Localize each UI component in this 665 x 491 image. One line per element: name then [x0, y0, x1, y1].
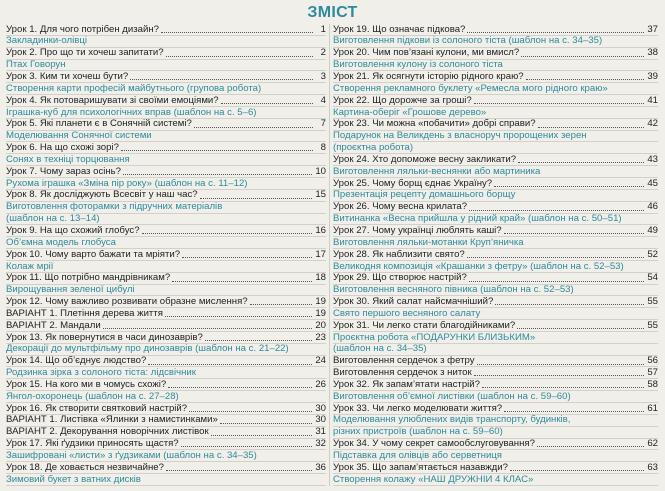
toc-entry-text: Птах Говорун — [6, 60, 66, 70]
page-number: 10 — [315, 166, 326, 177]
toc-entry — [6, 225, 326, 237]
toc-entry — [6, 403, 326, 415]
page-number: 54 — [647, 272, 658, 284]
toc-entry-text: Урок 32. Як запам’ятати настрій? — [333, 379, 480, 390]
page-number: 52 — [647, 249, 658, 260]
page-number: 3 — [320, 71, 326, 82]
dot-leader — [469, 281, 645, 282]
toc-subentry — [6, 450, 326, 462]
page-number: 55 — [647, 296, 658, 308]
toc-entry-text: Урок 29. Що створює настрій? — [333, 273, 467, 283]
toc-entry-text: Вирощування зеленої цибулі — [6, 285, 135, 295]
toc-entry-text: Витинанка «Весна прийшла у рідний край» (шаблон на с. 50–51) — [333, 214, 622, 224]
toc-subentry — [333, 415, 658, 427]
toc-entry — [6, 119, 326, 131]
page-number: 7 — [320, 118, 326, 130]
toc-entry-text: Урок 15. На кого ми в чомусь схожі? — [6, 379, 167, 390]
toc-subentry — [333, 131, 658, 143]
toc-subentry — [333, 474, 658, 486]
toc-entry — [6, 439, 326, 451]
toc-entry-text: ВАРІАНТ 1. Листівка «Ялинки з намистинками» — [6, 415, 218, 426]
page-number: 63 — [647, 462, 658, 473]
page-number: 16 — [315, 225, 326, 236]
toc-subentry — [333, 190, 658, 202]
toc-right-column — [333, 24, 658, 486]
toc-entry-text: Картина-оберіг «Грошове дерево» — [333, 107, 487, 118]
toc-entry — [333, 320, 658, 332]
page-number: 43 — [647, 154, 658, 165]
toc-entry-text: Сонях в техніці торцювання — [6, 154, 130, 165]
page-number: 15 — [315, 189, 326, 201]
page-number: 20 — [315, 320, 326, 331]
toc-entry-text: Підставка для олівців або серветниця — [333, 451, 502, 461]
toc-entry-text: Урок 22. Що дорожче за гроші? — [333, 95, 472, 106]
toc-subentry — [333, 36, 658, 48]
page-number: 26 — [315, 379, 326, 390]
toc-entry-text: Урок 16. Як створити святковий настрій? — [6, 403, 188, 414]
toc-subentry — [6, 107, 326, 119]
dot-leader — [182, 257, 312, 258]
toc-entry-text: Виготовлення сердечок з фетру — [333, 356, 475, 366]
toc-entry — [6, 24, 326, 36]
toc-entry-text: Урок 9. На що схожий глобус? — [6, 225, 140, 236]
toc-entry — [6, 296, 326, 308]
page-number: 36 — [315, 462, 326, 473]
toc-subentry — [333, 83, 658, 95]
dot-leader — [181, 446, 313, 447]
toc-entry — [333, 379, 658, 391]
toc-entry-text: Урок 6. На що схожі зорі? — [6, 143, 119, 153]
page-number: 57 — [647, 367, 658, 379]
toc-entry-text: Моделювання Сонячної системи — [6, 131, 152, 141]
dot-leader — [474, 103, 645, 104]
toc-subentry — [333, 391, 658, 403]
toc-entry — [333, 367, 658, 379]
toc-entry — [333, 154, 658, 166]
toc-entry — [333, 71, 658, 83]
toc-subentry — [333, 285, 658, 297]
toc-entry-text: Декорації до мультфільму про динозаврів (шаблон на с. 21–22) — [6, 344, 289, 354]
page-number: 32 — [315, 438, 326, 450]
toc-subentry — [6, 285, 326, 297]
toc-entry-text: (шаблон на с. 34–35) — [333, 344, 427, 354]
toc-entry-text: Виготовлення сердечок з ниток — [333, 368, 472, 378]
dot-leader — [467, 32, 644, 33]
toc-entry — [333, 462, 658, 474]
toc-entry-text: (проєктна робота) — [333, 143, 414, 153]
toc-entry — [333, 249, 658, 261]
toc-entry — [6, 166, 326, 178]
toc-entry — [6, 273, 326, 285]
toc-entry — [6, 249, 326, 261]
toc-entry-text: Виготовлення кулону із солоного тіста — [333, 60, 503, 70]
toc-entry-text: Закладинки-олівці — [6, 36, 87, 47]
page-number: 18 — [315, 272, 326, 284]
toc-entry-text: Виготовлення весняного півника (шаблон на с. 52–53) — [333, 285, 574, 295]
toc-entry-text: Рухома іграшка «Зміна пір року» (шаблон на с. 11–12) — [6, 178, 248, 189]
toc-entry-text: Урок 11. Що потрібно мандрівникам? — [6, 273, 171, 283]
toc-entry — [6, 427, 326, 439]
dot-leader — [166, 56, 313, 57]
toc-entry-text: Урок 5. Які планети є в Сонячній системі? — [6, 119, 192, 129]
toc-entry-text: різних пристроїв (шаблон на с. 59–60) — [333, 427, 503, 437]
toc-entry — [6, 332, 326, 344]
toc-subentry — [333, 142, 658, 154]
toc-entry-text: Створення карти професій майбутнього (групова робота) — [6, 83, 262, 94]
toc-entry — [333, 24, 658, 36]
toc-subentry — [6, 60, 326, 72]
toc-entry-text: Урок 27. Чому українці люблять каші? — [333, 225, 502, 236]
toc-entry-text: (шаблон на с. 13–14) — [6, 214, 100, 224]
page-number: 4 — [320, 95, 326, 106]
toc-entry-text: Урок 3. Ким ти хочеш бути? — [6, 72, 129, 82]
toc-entry-text: Урок 12. Чому важливо розвивати образне мислення? — [6, 297, 248, 307]
dot-leader — [200, 198, 313, 199]
toc-subentry — [6, 131, 326, 143]
toc-entry-text: Урок 1. Для чого потрібен дизайн? — [6, 24, 159, 35]
toc-entry-text: Урок 4. Як потоваришувати зі своїми емоціями? — [6, 95, 219, 106]
toc-entry — [6, 95, 326, 107]
dot-leader — [205, 340, 313, 341]
toc-subentry — [333, 261, 658, 273]
toc-entry-text: Створення колажу «НАШ ДРУЖНІЙ 4 КЛАС» — [333, 474, 534, 485]
column-divider — [329, 24, 330, 486]
toc-entry — [333, 439, 658, 451]
toc-entry-text: Презентація рецепту домашнього борщу — [333, 190, 516, 201]
toc-entry-text: Урок 31. Чи легко стати благодійниками? — [333, 320, 516, 331]
toc-entry — [333, 273, 658, 285]
page-number: 30 — [315, 414, 326, 426]
toc-entry-text: Урок 19. Що означає підкова? — [333, 24, 466, 35]
page-number: 2 — [320, 47, 326, 59]
toc-subentry — [6, 214, 326, 226]
toc-entry-text: Подарунок на Великдень з власноруч пророщених зерен — [333, 131, 587, 141]
toc-entry-text: Урок 21. Як осягнути історію рідного краю? — [333, 72, 524, 82]
toc-entry-text: Зашифровані «листи» з ґудзиками (шаблон на с. 34–35) — [6, 451, 257, 461]
toc-entry-text: Свято першого весняного салату — [333, 308, 481, 319]
page-number: 61 — [647, 403, 658, 414]
toc-entry — [6, 379, 326, 391]
toc-subentry — [6, 154, 326, 166]
toc-entry — [6, 308, 326, 320]
page-number: 55 — [647, 320, 658, 331]
toc-entry — [6, 462, 326, 474]
toc-entry-text: Урок 23. Чи можна «побачити» добрі справи? — [333, 119, 536, 129]
toc-entry — [333, 178, 658, 190]
toc-subentry — [333, 107, 658, 119]
toc-entry — [333, 225, 658, 237]
toc-entry-text: Урок 14. Що об’єднує людство? — [6, 356, 147, 366]
dot-leader — [148, 364, 312, 365]
dot-leader — [510, 470, 644, 471]
toc-subentry — [333, 166, 658, 178]
toc-entry — [333, 202, 658, 214]
toc-entry-text: Урок 33. Чи легко моделювати життя? — [333, 403, 503, 414]
toc-entry — [333, 48, 658, 60]
toc-entry — [6, 415, 326, 427]
toc-entry — [6, 48, 326, 60]
page-number: 46 — [647, 201, 658, 213]
page-number: 1 — [320, 24, 326, 35]
toc-entry-text: Створення рекламного буклету «Ремесла мого рідного краю» — [333, 83, 608, 94]
toc-entry-text: Янгол-охоронець (шаблон на с. 27–28) — [6, 391, 179, 402]
toc-entry — [333, 403, 658, 415]
dot-leader — [526, 79, 645, 80]
toc-entry-text: Зимовий букет з ватних дисків — [6, 474, 141, 485]
dot-leader — [211, 435, 313, 436]
toc-subentry — [333, 427, 658, 439]
page-number: 37 — [647, 24, 658, 35]
toc-entry-text: Родзинка зірка з солоного тіста: лідсвічник — [6, 368, 196, 378]
dot-leader — [172, 281, 312, 282]
page-number: 49 — [647, 225, 658, 236]
toc-entry-text: Урок 18. Де ховається незвичайне? — [6, 462, 164, 473]
toc-entry-text: Виготовлення фоторамки з підручних матеріалів — [6, 202, 223, 212]
toc-entry-text: Урок 20. Чим пов’язані кулони, ми вмисл? — [333, 48, 520, 58]
toc-entry-text: Урок 2. Про що ти хочеш запитати? — [6, 48, 164, 58]
dot-leader — [474, 375, 645, 376]
dot-leader — [495, 304, 644, 305]
dot-leader — [537, 446, 644, 447]
page-number: 30 — [315, 403, 326, 414]
dot-leader — [166, 470, 312, 471]
toc-subentry — [6, 178, 326, 190]
dot-leader — [469, 210, 644, 211]
toc-subentry — [333, 60, 658, 72]
toc-subentry — [333, 344, 658, 356]
dot-leader — [221, 103, 313, 104]
toc-subentry — [333, 450, 658, 462]
dot-leader — [189, 411, 312, 412]
toc-entry-text: Урок 17. Які ґудзики приносять щастя? — [6, 439, 179, 449]
toc-entry — [333, 296, 658, 308]
toc-entry-text: Урок 30. Який салат найсмачніший? — [333, 297, 494, 307]
toc-subentry — [6, 83, 326, 95]
page-number: 62 — [647, 438, 658, 450]
dot-leader — [168, 387, 312, 388]
page-number: 42 — [647, 118, 658, 130]
page-number: 41 — [647, 95, 658, 106]
dot-leader — [518, 162, 644, 163]
dot-leader — [161, 32, 313, 33]
toc-entry-text: Виготовлення ляльки-мотанки Круп’яничка — [333, 237, 524, 248]
toc-entry-text: Урок 35. Що запам’ятається назавжди? — [333, 462, 508, 473]
toc-subentry — [6, 391, 326, 403]
dot-leader — [494, 186, 644, 187]
toc-subentry — [6, 237, 326, 249]
toc-entry-text: Великодня композиція «Крашанки з фетру» (шаблон на с. 52–53) — [333, 261, 624, 272]
toc-entry-text: Урок 28. Як наблизити свято? — [333, 249, 465, 260]
toc-entry — [6, 190, 326, 202]
dot-leader — [103, 328, 313, 329]
toc-entry-text: Іграшка-куб для психологічних вправ (шаблон на с. 5–6) — [6, 107, 257, 118]
page-number: 17 — [315, 249, 326, 260]
page-number: 19 — [315, 308, 326, 319]
dot-leader — [517, 328, 644, 329]
toc-entry — [6, 320, 326, 332]
toc-entry-text: Урок 25. Чому борщ єднає Україну? — [333, 178, 493, 189]
toc-subentry — [333, 332, 658, 344]
toc-entry-text: Моделювання улюблених видів транспорту, будинків, — [333, 415, 571, 426]
toc-entry-text: Об’ємна модель глобуса — [6, 237, 116, 248]
toc-subentry — [6, 261, 326, 273]
toc-entry-text: Урок 13. Як повернутися в часи динозаврів? — [6, 332, 203, 343]
toc-entry-text: Виготовлення підкови із солоного тіста (шаблон на с. 34–35) — [333, 36, 603, 47]
toc-subentry — [333, 237, 658, 249]
toc-entry-text: ВАРІАНТ 1. Плетіння дерева життя — [6, 308, 163, 319]
toc-entry-text: Виготовлення ляльки-веснянки або мартиника — [333, 166, 541, 177]
dot-leader — [477, 364, 645, 365]
toc-entry-text: Урок 34. У чому секрет самообслуговування? — [333, 439, 535, 449]
page-number: 23 — [315, 331, 326, 343]
page-number: 45 — [647, 177, 658, 189]
dot-leader — [142, 233, 313, 234]
dot-leader — [521, 56, 644, 57]
toc-entry — [6, 142, 326, 154]
toc-subentry — [6, 367, 326, 379]
dot-leader — [250, 304, 313, 305]
page-number: 31 — [315, 426, 326, 438]
dot-leader — [482, 387, 644, 388]
page-title: ЗМІСТ — [307, 4, 358, 21]
toc-entry-text: ВАРІАНТ 2. Декорування новорічних листівок — [6, 427, 209, 437]
dot-leader — [165, 316, 312, 317]
dot-leader — [121, 150, 313, 151]
toc-entry-text: Урок 24. Хто допоможе весну закликати? — [333, 154, 517, 165]
dot-leader — [123, 174, 312, 175]
dot-leader — [220, 423, 313, 424]
toc-entry — [6, 71, 326, 83]
page-number: 24 — [315, 355, 326, 367]
dot-leader — [504, 411, 644, 412]
toc-entry — [6, 356, 326, 368]
toc-entry-text: Колаж мрії — [6, 261, 54, 272]
toc-subentry — [333, 214, 658, 226]
page-number: 19 — [315, 296, 326, 308]
toc-entry-text: Урок 10. Чому варто бажати та мріяти? — [6, 249, 181, 260]
page-number: 58 — [647, 379, 658, 390]
toc-subentry — [6, 202, 326, 214]
toc-entry-text: Виготовлення об’ємної листівки (шаблон на с. 59–60) — [333, 391, 571, 402]
page-number: 38 — [647, 47, 658, 59]
toc-entry — [333, 119, 658, 131]
toc-entry-text: ВАРІАНТ 2. Мандали — [6, 320, 101, 331]
page-number: 56 — [647, 355, 658, 367]
toc-subentry — [6, 344, 326, 356]
toc-entry — [333, 356, 658, 368]
toc-left-column — [6, 24, 326, 486]
dot-leader — [504, 233, 645, 234]
toc-subentry — [333, 308, 658, 320]
page-number: 39 — [647, 71, 658, 82]
toc-entry-text: Урок 8. Як досліджують Всесвіт у наш час? — [6, 190, 198, 201]
toc-entry-text: Урок 7. Чому зараз осінь? — [6, 166, 122, 177]
dot-leader — [130, 79, 313, 80]
toc-subentry — [6, 474, 326, 486]
toc-entry — [333, 95, 658, 107]
toc-entry-text: Урок 26. Чому весна крилата? — [333, 202, 468, 212]
toc-entry-text: Проєктна робота «ПОДАРУНКИ БЛИЗЬКИМ» — [333, 332, 536, 343]
dot-leader — [538, 127, 645, 128]
page-number: 8 — [320, 142, 326, 154]
dot-leader — [467, 257, 645, 258]
dot-leader — [194, 127, 313, 128]
toc-subentry — [6, 36, 326, 48]
